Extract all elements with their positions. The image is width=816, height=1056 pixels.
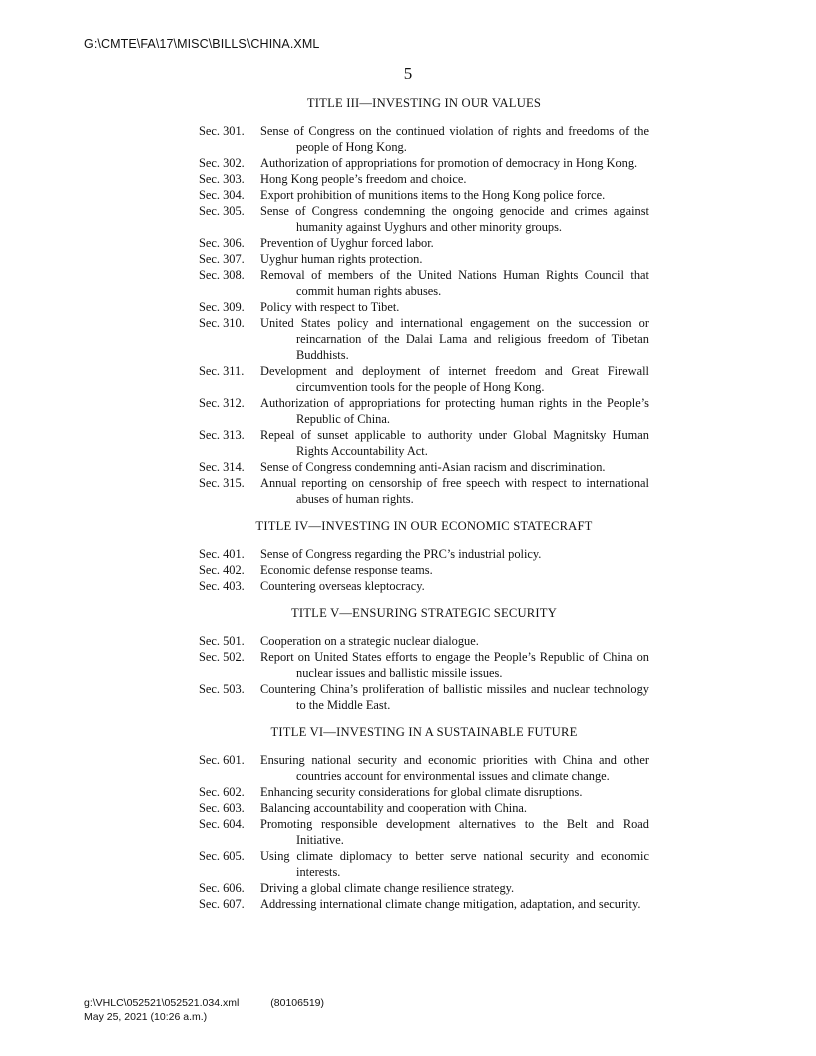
footer-doc-code: (80106519) [270,997,324,1009]
section-number: Sec. 604. [199,817,245,831]
section-title: Repeal of sunset applicable to authority under Global Magnitsky Human Rights Accountability Act. [260,428,649,458]
toc-entry [199,235,649,251]
toc-entry [199,681,649,713]
toc-entry [199,155,649,171]
section-number: Sec. 306. [199,236,245,250]
section-number: Sec. 606. [199,881,245,895]
section-title: United States policy and international engagement on the succession or reincarnation of the Dalai Lama and religious freedom of Tibetan Buddhists. [260,316,649,362]
section-number: Sec. 315. [199,476,245,490]
section-title: Economic defense response teams. [260,563,433,577]
section-title: Driving a global climate change resilience strategy. [260,881,515,895]
section-title: Sense of Congress regarding the PRC’s industrial policy. [260,547,542,561]
section-number: Sec. 607. [199,897,245,911]
toc-entry [199,880,649,896]
toc-entry [199,171,649,187]
section-number: Sec. 502. [199,650,245,664]
section-title: Ensuring national security and economic priorities with China and other countries account for environmental issues and climate change. [260,753,649,783]
toc-entry [199,299,649,315]
section-number: Sec. 303. [199,172,245,186]
section-number: Sec. 601. [199,753,245,767]
table-of-contents [199,95,649,912]
toc-entry [199,578,649,594]
section-title: Sense of Congress on the continued violation of rights and freedoms of the people of Hong Kong. [260,124,649,154]
toc-entry [199,123,649,155]
section-number: Sec. 309. [199,300,245,314]
toc-entry [199,546,649,562]
section-title: Annual reporting on censorship of free speech with respect to international abuses of human rights. [260,476,649,506]
section-title: Sense of Congress condemning anti-Asian racism and discrimination. [260,460,606,474]
document-footer [84,996,324,1024]
section-title: Uyghur human rights protection. [260,252,423,266]
section-number: Sec. 301. [199,124,245,138]
title-heading: TITLE VI—INVESTING IN A SUSTAINABLE FUTURE [270,725,578,739]
title-heading: TITLE V—ENSURING STRATEGIC SECURITY [291,606,557,620]
section-number: Sec. 307. [199,252,245,266]
toc-entry [199,395,649,427]
section-number: Sec. 501. [199,634,245,648]
toc-entry [199,800,649,816]
section-number: Sec. 310. [199,316,245,330]
section-number: Sec. 503. [199,682,245,696]
section-number: Sec. 605. [199,849,245,863]
section-title: Cooperation on a strategic nuclear dialogue. [260,634,479,648]
section-number: Sec. 313. [199,428,245,442]
toc-entry [199,816,649,848]
toc-entry [199,475,649,507]
section-title: Using climate diplomacy to better serve national security and economic interests. [260,849,649,879]
toc-entry [199,848,649,880]
section-title: Development and deployment of internet freedom and Great Firewall circumvention tools for the people of Hong Kong. [260,364,649,394]
title-heading: TITLE IV—INVESTING IN OUR ECONOMIC STATECRAFT [255,519,593,533]
section-title: Prevention of Uyghur forced labor. [260,236,434,250]
toc-entry [199,649,649,681]
section-number: Sec. 602. [199,785,245,799]
section-number: Sec. 304. [199,188,245,202]
section-title: Balancing accountability and cooperation with China. [260,801,528,815]
section-title: Authorization of appropriations for promotion of democracy in Hong Kong. [260,156,638,170]
footer-date: May 25, 2021 (10:26 a.m.) [84,1011,208,1023]
section-number: Sec. 314. [199,460,245,474]
section-title: Policy with respect to Tibet. [260,300,400,314]
section-title: Export prohibition of munitions items to the Hong Kong police force. [260,188,606,202]
footer-file-path: g:\VHLC\052521\052521.034.xml [84,997,240,1009]
section-number: Sec. 305. [199,204,245,218]
toc-entry [199,363,649,395]
toc-entry [199,315,649,363]
section-number: Sec. 308. [199,268,245,282]
toc-entry [199,752,649,784]
section-number: Sec. 603. [199,801,245,815]
toc-entry [199,267,649,299]
section-title: Promoting responsible development alternatives to the Belt and Road Initiative. [260,817,649,847]
section-title: Sense of Congress condemning the ongoing genocide and crimes against humanity against Uyghurs and other minority groups. [260,204,649,234]
section-title: Removal of members of the United Nations Human Rights Council that commit human rights abuses. [260,268,649,298]
toc-entry [199,427,649,459]
page-number: 5 [403,64,413,83]
section-title: Report on United States efforts to engage the People’s Republic of China on nuclear issues and ballistic missile issues. [260,650,649,680]
section-number: Sec. 401. [199,547,245,561]
section-number: Sec. 402. [199,563,245,577]
toc-entry [199,896,649,912]
title-heading: TITLE III—INVESTING IN OUR VALUES [306,96,542,110]
section-number: Sec. 311. [199,364,245,378]
file-path-header: G:\CMTE\FA\17\MISC\BILLS\CHINA.XML [84,37,320,51]
toc-entry [199,203,649,235]
section-number: Sec. 403. [199,579,245,593]
toc-entry [199,459,649,475]
toc-entry [199,251,649,267]
section-title: Authorization of appropriations for protecting human rights in the People’s Republic of China. [260,396,649,426]
toc-entry [199,633,649,649]
section-title: Countering overseas kleptocracy. [260,579,425,593]
toc-entry [199,562,649,578]
section-title: Countering China’s proliferation of ballistic missiles and nuclear technology to the Middle East. [260,682,649,712]
toc-entry [199,187,649,203]
section-title: Hong Kong people’s freedom and choice. [260,172,467,186]
section-number: Sec. 312. [199,396,245,410]
toc-entry [199,784,649,800]
section-title: Addressing international climate change mitigation, adaptation, and security. [260,897,641,911]
section-title: Enhancing security considerations for global climate disruptions. [260,785,583,799]
section-number: Sec. 302. [199,156,245,170]
